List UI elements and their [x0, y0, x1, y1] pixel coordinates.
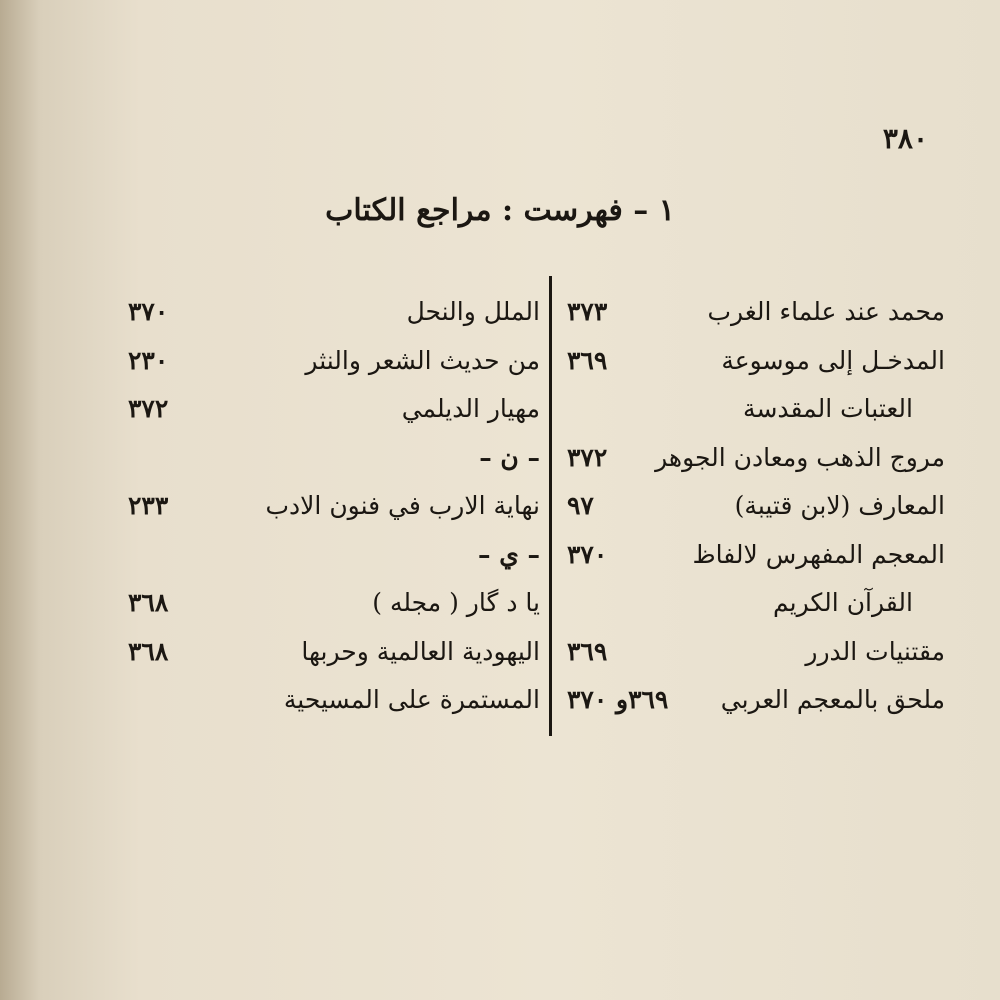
entry-title: القرآن الكريم [772, 588, 913, 617]
entry-title: يا د گار ( مجله ) [372, 588, 540, 617]
list-item [553, 579, 943, 628]
entry-pages: ٢٣٣ [128, 491, 169, 520]
entry-pages: ٢٣٠ [128, 345, 169, 375]
entry-title: اليهودية العالمية وحربها [301, 636, 540, 666]
list-item [110, 676, 546, 725]
section-letter: – ي – [478, 539, 540, 569]
list-item [553, 676, 943, 725]
list-item [110, 288, 546, 337]
list-item [553, 434, 943, 483]
entry-pages: ٣٧٢ [128, 394, 169, 423]
entry-title: مقتنيات الدرر [805, 636, 945, 666]
list-item [553, 531, 943, 580]
index-column-right [553, 288, 943, 725]
entry-title: ملحق بالمعجم العربي [720, 685, 945, 714]
entry-title: المدخـل إلى موسوعة [721, 345, 945, 375]
entry-title: العتبات المقدسة [743, 394, 913, 423]
entry-title: محمد عند علماء الغرب [707, 297, 945, 326]
entry-pages: ٣٦٩ [567, 636, 608, 666]
entry-pages: ٣٦٩و ٣٧٠ [567, 685, 669, 714]
entry-title: نهاية الارب في فنون الادب [265, 491, 540, 520]
column-divider [549, 276, 552, 736]
entry-pages: ٣٧٠ [567, 539, 608, 569]
entry-pages: ٣٧٠ [128, 297, 169, 326]
page-number: ٣٨٠ [882, 122, 928, 155]
index-column-left [110, 288, 546, 725]
entry-pages: ٣٧٢ [567, 442, 608, 472]
list-item [110, 385, 546, 434]
entry-title: مروج الذهب ومعادن الجوهر [655, 442, 945, 472]
entry-pages: ٣٧٣ [567, 297, 608, 326]
entry-title: المعجم المفهرس لالفاظ [692, 539, 945, 569]
list-item [553, 385, 943, 434]
entry-pages: ٣٦٩ [567, 345, 608, 375]
list-item [553, 288, 943, 337]
entry-pages: ٣٦٨ [128, 636, 169, 666]
list-item [110, 579, 546, 628]
section-letter-heading [110, 531, 546, 580]
entry-pages: ٩٧ [567, 491, 594, 520]
section-letter-heading [110, 434, 546, 483]
list-item [110, 628, 546, 677]
entry-title: مهيار الديلمي [401, 394, 540, 423]
list-item [553, 337, 943, 386]
entry-title: الملل والنحل [406, 297, 540, 326]
list-item [110, 482, 546, 531]
list-item [553, 482, 943, 531]
list-item [553, 628, 943, 677]
entry-title: المعارف (لابن قتيبة) [734, 491, 945, 520]
section-letter: – ن – [479, 442, 540, 472]
entry-title: من حديث الشعر والنثر [305, 345, 540, 375]
bibliography-index [110, 276, 945, 736]
entry-title: المستمرة على المسيحية [283, 685, 540, 714]
entry-pages: ٣٦٨ [128, 588, 169, 617]
list-item [110, 337, 546, 386]
page-title: ١ – فهرست : مراجع الكتاب [325, 193, 675, 228]
